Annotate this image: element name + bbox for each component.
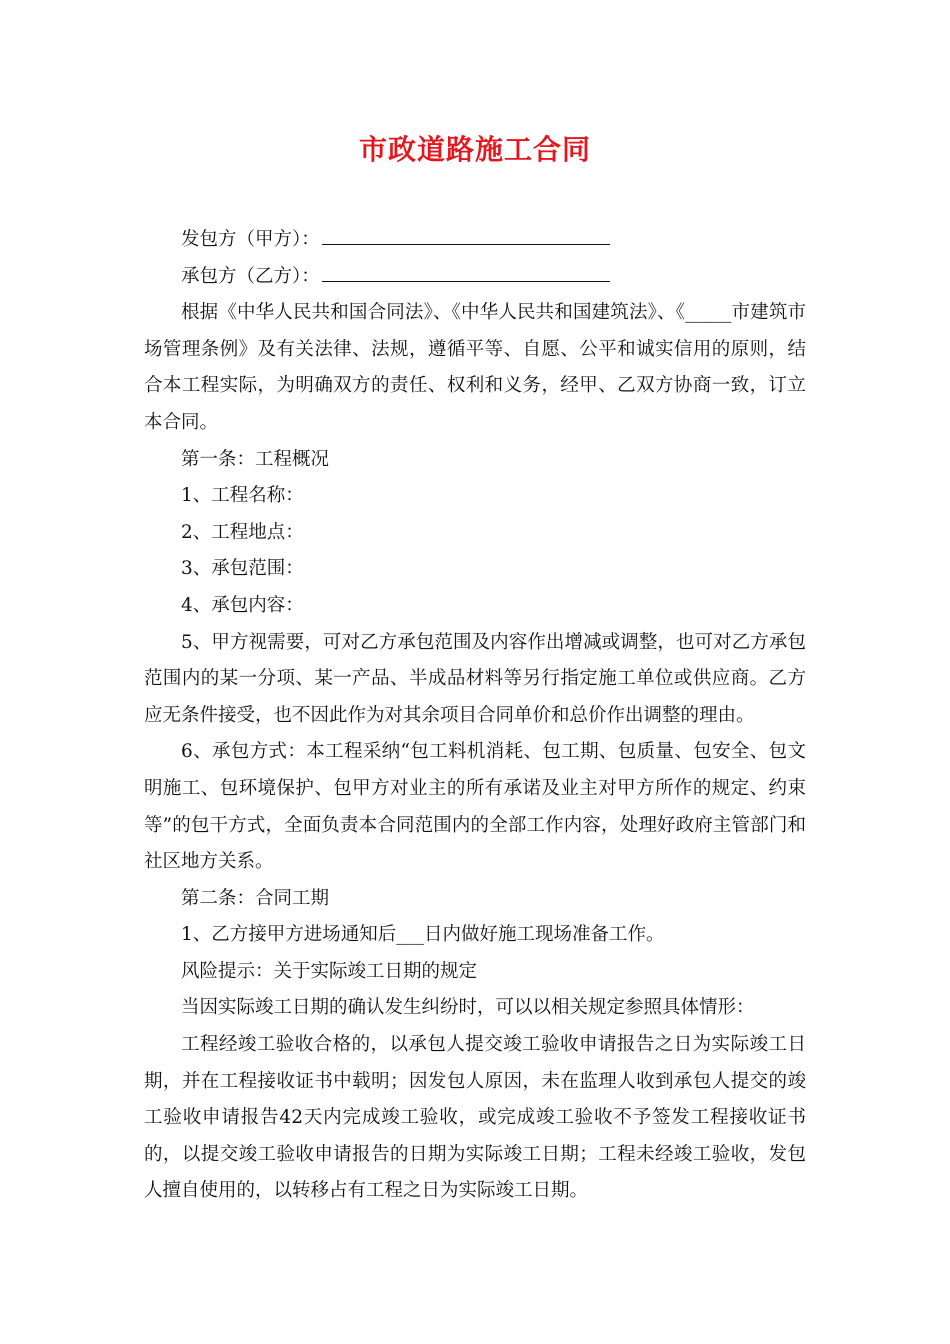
list-item: 3、承包范围： bbox=[181, 558, 304, 580]
document-title: 市政道路施工合同 bbox=[358, 133, 591, 166]
party-a-line bbox=[144, 222, 806, 259]
list-item: 4、承包内容： bbox=[181, 594, 304, 616]
party-b-label: 承包方（乙方）： bbox=[181, 265, 320, 287]
list-item: 5、甲方视需要，可对乙方承包范围及内容作出增减或调整，也可对乙方承包范围内的某一分项、某一产品、半成品材料等另行指定施工单位或供应商。乙方应无条件接受，也不因此作为对其余项目合同单价和总价作出调整的理由。 bbox=[144, 631, 806, 726]
list-item: 1、工程名称： bbox=[181, 485, 304, 507]
list-item: 6、承包方式：本工程采纳“包工料机消耗、包工期、包质量、包安全、包文明施工、包环境保护、包甲方对业主的所有承诺及业主对甲方所作的规定、约束等”的包干方式，全面负责本合同范围内的全部工作内容，处理好政府主管部门和社区地方关系。 bbox=[144, 741, 806, 873]
party-b-line bbox=[144, 259, 806, 296]
list-item: 1、乙方接甲方进场通知后___日内做好施工现场准备工作。 bbox=[181, 924, 665, 946]
party-b-blank bbox=[322, 259, 610, 282]
party-a-blank bbox=[322, 222, 610, 245]
list-item: 2、工程地点： bbox=[181, 521, 304, 543]
party-a-label: 发包方（甲方）： bbox=[181, 229, 320, 250]
article-heading: 第二条：合同工期 bbox=[181, 887, 330, 909]
risk-notice: 风险提示：关于实际竣工日期的规定 bbox=[181, 960, 478, 982]
paragraph-preamble: 根据《中华人民共和国合同法》、《中华人民共和国建筑法》、《_____市建筑市场管理条例》及有关法律、法规，遵循平等、自愿、公平和诚实信用的原则，结合本工程实际，为明确双方的责任、权利和义务，经甲、乙双方协商一致，订立本合同。 bbox=[144, 302, 806, 433]
article-heading: 第一条：工程概况 bbox=[181, 448, 330, 470]
document-body bbox=[144, 222, 806, 1210]
paragraph: 工程经竣工验收合格的，以承包人提交竣工验收申请报告之日为实际竣工日期，并在工程接收证书中载明；因发包人原因，未在监理人收到承包人提交的竣工验收申请报告42天内完成竣工验收，或完成竣工验收不予签发工程接收证书的，以提交竣工验收申请报告的日期为实际竣工日期；工程未经竣工验收，发包人擅自使用的，以转移占有工程之日为实际竣工日期。 bbox=[144, 1034, 806, 1202]
paragraph: 当因实际竣工日期的确认发生纠纷时，可以以相关规定参照具体情形： bbox=[181, 997, 755, 1019]
